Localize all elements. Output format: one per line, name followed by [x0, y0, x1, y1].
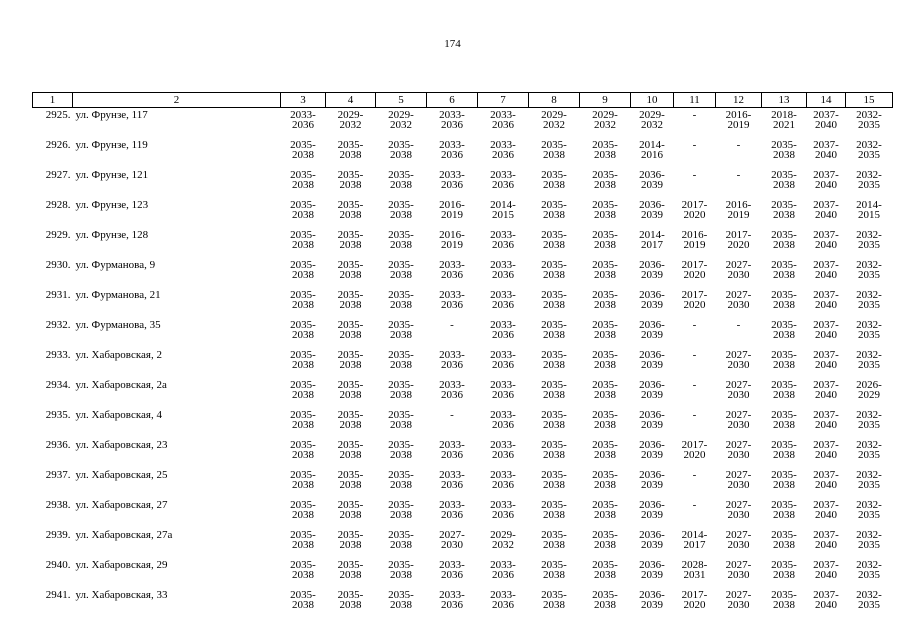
period-cell-col-12: 2027- 2030: [725, 529, 752, 551]
period-cell-col-6: 2033- 2036: [439, 169, 465, 191]
period-cell-col-9: 2035- 2038: [592, 139, 618, 161]
period-cell-col-5: 2035- 2038: [388, 379, 414, 401]
period-cell-col-12: 2027- 2030: [725, 259, 752, 281]
period-cell-col-12: 2027- 2030: [725, 349, 752, 371]
table-row: [33, 408, 893, 438]
period-cell-col-4: 2035- 2038: [337, 229, 364, 251]
period-cell-col-6: 2027- 2030: [439, 529, 465, 551]
row-number: 2930.: [45, 259, 71, 271]
period-cell-col-12: 2027- 2030: [725, 589, 752, 611]
period-cell-col-9: 2035- 2038: [592, 439, 618, 461]
period-cell-col-14: 2037- 2040: [813, 439, 839, 461]
period-cell-col-4: 2035- 2038: [337, 469, 364, 491]
table-row: [33, 528, 893, 558]
period-cell-col-9: 2035- 2038: [592, 229, 618, 251]
period-cell-col-13: 2035- 2038: [771, 499, 797, 521]
period-cell-col-13: 2018- 2021: [771, 109, 797, 131]
period-cell-col-3: 2035- 2038: [290, 409, 316, 431]
period-cell-col-11: -: [692, 409, 697, 421]
period-cell-col-7: 2033- 2036: [490, 229, 516, 251]
period-cell-col-8: 2035- 2038: [541, 259, 567, 281]
period-cell-col-15: 2026- 2029: [856, 379, 882, 401]
period-cell-col-7: 2033- 2036: [490, 139, 516, 161]
period-cell-col-6: 2033- 2036: [439, 499, 465, 521]
period-cell-col-6: 2016- 2019: [439, 229, 465, 251]
period-cell-col-3: 2033- 2036: [290, 109, 316, 131]
page-number: 174: [444, 38, 461, 50]
header-cell-10: 10: [631, 93, 674, 108]
period-cell-col-8: 2035- 2038: [541, 559, 567, 581]
period-cell-col-8: 2029- 2032: [541, 109, 567, 131]
period-cell-col-15: 2032- 2035: [856, 439, 882, 461]
period-cell-col-11: -: [692, 349, 697, 361]
period-cell-col-14: 2037- 2040: [813, 469, 839, 491]
period-cell-col-4: 2035- 2038: [337, 259, 364, 281]
period-cell-col-12: 2027- 2030: [725, 409, 752, 431]
address-cell: ул. Хабаровская, 4: [75, 409, 162, 421]
period-cell-col-6: 2033- 2036: [439, 289, 465, 311]
period-cell-col-10: 2036- 2039: [639, 409, 665, 431]
period-cell-col-7: 2033- 2036: [490, 589, 516, 611]
period-cell-col-9: 2035- 2038: [592, 259, 618, 281]
period-cell-col-13: 2035- 2038: [771, 199, 797, 221]
period-cell-col-5: 2035- 2038: [388, 559, 414, 581]
period-cell-col-7: 2033- 2036: [490, 469, 516, 491]
period-cell-col-15: 2032- 2035: [856, 319, 882, 341]
period-cell-col-15: 2032- 2035: [856, 289, 882, 311]
period-cell-col-11: -: [692, 499, 697, 511]
row-number: 2932.: [45, 319, 71, 331]
period-cell-col-10: 2036- 2039: [639, 589, 665, 611]
row-number: 2939.: [45, 529, 71, 541]
period-cell-col-5: 2035- 2038: [388, 469, 414, 491]
address-cell: ул. Фрунзе, 119: [75, 139, 148, 151]
table-header: [33, 93, 893, 108]
table-row: [33, 348, 893, 378]
period-cell-col-3: 2035- 2038: [290, 589, 316, 611]
period-cell-col-9: 2035- 2038: [592, 349, 618, 371]
period-cell-col-13: 2035- 2038: [771, 319, 797, 341]
period-cell-col-4: 2035- 2038: [337, 499, 364, 521]
header-cell-11: 11: [674, 93, 716, 108]
period-cell-col-14: 2037- 2040: [813, 499, 839, 521]
period-cell-col-15: 2032- 2035: [856, 469, 882, 491]
period-cell-col-10: 2036- 2039: [639, 199, 665, 221]
period-cell-col-15: 2032- 2035: [856, 499, 882, 521]
period-cell-col-4: 2035- 2038: [337, 439, 364, 461]
period-cell-col-5: 2035- 2038: [388, 589, 414, 611]
period-cell-col-11: -: [692, 469, 697, 481]
period-cell-col-9: 2035- 2038: [592, 409, 618, 431]
period-cell-col-4: 2035- 2038: [337, 199, 364, 221]
period-cell-col-8: 2035- 2038: [541, 529, 567, 551]
period-cell-col-4: 2035- 2038: [337, 139, 364, 161]
row-number: 2929.: [45, 229, 71, 241]
period-cell-col-8: 2035- 2038: [541, 469, 567, 491]
period-cell-col-10: 2036- 2039: [639, 289, 665, 311]
period-cell-col-5: 2035- 2038: [388, 319, 414, 341]
period-cell-col-5: 2035- 2038: [388, 289, 414, 311]
period-cell-col-8: 2035- 2038: [541, 349, 567, 371]
period-cell-col-5: 2035- 2038: [388, 409, 414, 431]
period-cell-col-14: 2037- 2040: [813, 559, 839, 581]
address-cell: ул. Фурманова, 35: [75, 319, 161, 331]
header-cell-6: 6: [427, 93, 478, 108]
period-cell-col-14: 2037- 2040: [813, 589, 839, 611]
row-number: 2938.: [45, 499, 71, 511]
period-cell-col-11: -: [692, 379, 697, 391]
period-cell-col-11: -: [692, 109, 697, 121]
period-cell-col-7: 2033- 2036: [490, 409, 516, 431]
header-cell-1: 1: [33, 93, 73, 108]
period-cell-col-4: 2035- 2038: [337, 589, 364, 611]
period-cell-col-13: 2035- 2038: [771, 229, 797, 251]
period-cell-col-5: 2035- 2038: [388, 439, 414, 461]
period-cell-col-11: 2014- 2017: [681, 529, 708, 551]
period-cell-col-8: 2035- 2038: [541, 319, 567, 341]
period-cell-col-14: 2037- 2040: [813, 409, 839, 431]
period-cell-col-5: 2035- 2038: [388, 229, 414, 251]
address-cell: ул. Хабаровская, 23: [75, 439, 168, 451]
repair-schedule-table: [32, 92, 893, 618]
period-cell-col-15: 2032- 2035: [856, 589, 882, 611]
period-cell-col-5: 2035- 2038: [388, 499, 414, 521]
address-cell: ул. Фрунзе, 123: [75, 199, 149, 211]
table-row: [33, 108, 893, 139]
row-number: 2927.: [45, 169, 71, 181]
period-cell-col-8: 2035- 2038: [541, 499, 567, 521]
period-cell-col-9: 2035- 2038: [592, 559, 618, 581]
period-cell-col-11: 2016- 2019: [681, 229, 708, 251]
period-cell-col-12: -: [736, 319, 741, 331]
period-cell-col-4: 2035- 2038: [337, 379, 364, 401]
period-cell-col-3: 2035- 2038: [290, 229, 316, 251]
period-cell-col-6: 2033- 2036: [439, 589, 465, 611]
period-cell-col-13: 2035- 2038: [771, 529, 797, 551]
period-cell-col-14: 2037- 2040: [813, 169, 839, 191]
period-cell-col-9: 2035- 2038: [592, 499, 618, 521]
header-cell-7: 7: [478, 93, 529, 108]
period-cell-col-12: 2016- 2019: [725, 109, 752, 131]
period-cell-col-13: 2035- 2038: [771, 559, 797, 581]
period-cell-col-6: 2033- 2036: [439, 109, 465, 131]
period-cell-col-10: 2036- 2039: [639, 349, 665, 371]
period-cell-col-7: 2033- 2036: [490, 379, 516, 401]
period-cell-col-5: 2035- 2038: [388, 169, 414, 191]
period-cell-col-5: 2035- 2038: [388, 139, 414, 161]
period-cell-col-7: 2033- 2036: [490, 289, 516, 311]
period-cell-col-3: 2035- 2038: [290, 139, 316, 161]
period-cell-col-6: -: [450, 409, 454, 421]
table-row: [33, 228, 893, 258]
period-cell-col-10: 2036- 2039: [639, 559, 665, 581]
period-cell-col-9: 2029- 2032: [592, 109, 618, 131]
period-cell-col-15: 2014- 2015: [856, 199, 882, 221]
period-cell-col-15: 2032- 2035: [856, 169, 882, 191]
period-cell-col-12: 2027- 2030: [725, 499, 752, 521]
address-cell: ул. Фурманова, 21: [75, 289, 161, 301]
address-cell: ул. Фрунзе, 128: [75, 229, 149, 241]
period-cell-col-15: 2032- 2035: [856, 529, 882, 551]
period-cell-col-8: 2035- 2038: [541, 409, 567, 431]
header-cell-3: 3: [281, 93, 326, 108]
period-cell-col-4: 2035- 2038: [337, 409, 364, 431]
row-number: 2940.: [45, 559, 71, 571]
period-cell-col-3: 2035- 2038: [290, 259, 316, 281]
period-cell-col-15: 2032- 2035: [856, 229, 882, 251]
address-cell: ул. Фрунзе, 117: [75, 109, 148, 121]
period-cell-col-12: -: [736, 169, 741, 181]
period-cell-col-6: 2033- 2036: [439, 439, 465, 461]
header-cell-14: 14: [807, 93, 846, 108]
table-row: [33, 468, 893, 498]
period-cell-col-7: 2033- 2036: [490, 169, 516, 191]
table-row: [33, 438, 893, 468]
period-cell-col-5: 2035- 2038: [388, 349, 414, 371]
period-cell-col-6: -: [450, 319, 454, 331]
period-cell-col-3: 2035- 2038: [290, 469, 316, 491]
period-cell-col-11: -: [692, 319, 697, 331]
row-number: 2931.: [45, 289, 71, 301]
period-cell-col-3: 2035- 2038: [290, 499, 316, 521]
period-cell-col-12: 2027- 2030: [725, 469, 752, 491]
period-cell-col-9: 2035- 2038: [592, 169, 618, 191]
period-cell-col-8: 2035- 2038: [541, 139, 567, 161]
period-cell-col-15: 2032- 2035: [856, 259, 882, 281]
period-cell-col-13: 2035- 2038: [771, 409, 797, 431]
period-cell-col-10: 2036- 2039: [639, 319, 665, 341]
header-row: [33, 93, 893, 108]
period-cell-col-5: 2035- 2038: [388, 199, 414, 221]
period-cell-col-7: 2033- 2036: [490, 319, 516, 341]
period-cell-col-12: 2016- 2019: [725, 199, 752, 221]
table-row: [33, 318, 893, 348]
address-cell: ул. Фурманова, 9: [75, 259, 156, 271]
period-cell-col-9: 2035- 2038: [592, 289, 618, 311]
period-cell-col-13: 2035- 2038: [771, 169, 797, 191]
period-cell-col-3: 2035- 2038: [290, 529, 316, 551]
period-cell-col-14: 2037- 2040: [813, 259, 839, 281]
row-number: 2926.: [45, 139, 71, 151]
period-cell-col-11: 2017- 2020: [681, 199, 708, 221]
period-cell-col-10: 2036- 2039: [639, 439, 665, 461]
period-cell-col-10: 2036- 2039: [639, 529, 665, 551]
header-cell-13: 13: [762, 93, 807, 108]
period-cell-col-11: 2017- 2020: [681, 589, 708, 611]
header-cell-4: 4: [326, 93, 376, 108]
period-cell-col-6: 2033- 2036: [439, 469, 465, 491]
period-cell-col-10: 2036- 2039: [639, 499, 665, 521]
period-cell-col-13: 2035- 2038: [771, 349, 797, 371]
period-cell-col-13: 2035- 2038: [771, 139, 797, 161]
address-cell: ул. Хабаровская, 2: [75, 349, 162, 361]
period-cell-col-14: 2037- 2040: [813, 139, 839, 161]
row-number: 2937.: [45, 469, 71, 481]
period-cell-col-14: 2037- 2040: [813, 289, 839, 311]
period-cell-col-7: 2033- 2036: [490, 109, 516, 131]
period-cell-col-7: 2033- 2036: [490, 499, 516, 521]
table-row: [33, 258, 893, 288]
period-cell-col-13: 2035- 2038: [771, 259, 797, 281]
address-cell: ул. Хабаровская, 2а: [75, 379, 167, 391]
period-cell-col-14: 2037- 2040: [813, 109, 839, 131]
period-cell-col-12: -: [736, 139, 741, 151]
period-cell-col-11: 2017- 2020: [681, 439, 708, 461]
row-number: 2933.: [45, 349, 71, 361]
period-cell-col-3: 2035- 2038: [290, 289, 316, 311]
period-cell-col-6: 2033- 2036: [439, 139, 465, 161]
period-cell-col-9: 2035- 2038: [592, 199, 618, 221]
period-cell-col-13: 2035- 2038: [771, 379, 797, 401]
period-cell-col-7: 2029- 2032: [490, 529, 516, 551]
period-cell-col-9: 2035- 2038: [592, 319, 618, 341]
period-cell-col-10: 2036- 2039: [639, 259, 665, 281]
period-cell-col-10: 2036- 2039: [639, 379, 665, 401]
header-cell-5: 5: [376, 93, 427, 108]
row-number: 2925.: [45, 109, 71, 121]
header-cell-9: 9: [580, 93, 631, 108]
period-cell-col-15: 2032- 2035: [856, 139, 882, 161]
header-cell-12: 12: [716, 93, 762, 108]
period-cell-col-4: 2035- 2038: [337, 319, 364, 341]
table-row: [33, 558, 893, 588]
period-cell-col-13: 2035- 2038: [771, 289, 797, 311]
period-cell-col-14: 2037- 2040: [813, 529, 839, 551]
period-cell-col-3: 2035- 2038: [290, 379, 316, 401]
table-row: [33, 378, 893, 408]
row-number: 2928.: [45, 199, 71, 211]
header-cell-8: 8: [529, 93, 580, 108]
period-cell-col-8: 2035- 2038: [541, 229, 567, 251]
period-cell-col-6: 2033- 2036: [439, 259, 465, 281]
period-cell-col-8: 2035- 2038: [541, 199, 567, 221]
period-cell-col-11: -: [692, 139, 697, 151]
period-cell-col-14: 2037- 2040: [813, 319, 839, 341]
period-cell-col-7: 2033- 2036: [490, 259, 516, 281]
period-cell-col-6: 2016- 2019: [439, 199, 465, 221]
period-cell-col-8: 2035- 2038: [541, 439, 567, 461]
period-cell-col-13: 2035- 2038: [771, 439, 797, 461]
period-cell-col-12: 2017- 2020: [725, 229, 752, 251]
period-cell-col-7: 2033- 2036: [490, 439, 516, 461]
table-row: [33, 588, 893, 618]
address-cell: ул. Хабаровская, 33: [75, 589, 168, 601]
address-cell: ул. Хабаровская, 25: [75, 469, 168, 481]
period-cell-col-9: 2035- 2038: [592, 469, 618, 491]
period-cell-col-3: 2035- 2038: [290, 199, 316, 221]
period-cell-col-10: 2036- 2039: [639, 169, 665, 191]
table-row: [33, 138, 893, 168]
period-cell-col-9: 2035- 2038: [592, 529, 618, 551]
period-cell-col-12: 2027- 2030: [725, 289, 752, 311]
period-cell-col-4: 2035- 2038: [337, 169, 364, 191]
period-cell-col-14: 2037- 2040: [813, 229, 839, 251]
address-cell: ул. Фрунзе, 121: [75, 169, 149, 181]
table-row: [33, 498, 893, 528]
period-cell-col-6: 2033- 2036: [439, 559, 465, 581]
period-cell-col-5: 2029- 2032: [388, 109, 414, 131]
period-cell-col-8: 2035- 2038: [541, 589, 567, 611]
period-cell-col-11: 2028- 2031: [681, 559, 708, 581]
period-cell-col-8: 2035- 2038: [541, 169, 567, 191]
period-cell-col-10: 2036- 2039: [639, 469, 665, 491]
address-cell: ул. Хабаровская, 27а: [75, 529, 173, 541]
period-cell-col-13: 2035- 2038: [771, 469, 797, 491]
header-cell-2: 2: [73, 93, 281, 108]
period-cell-col-8: 2035- 2038: [541, 289, 567, 311]
period-cell-col-10: 2014- 2016: [639, 139, 665, 161]
address-cell: ул. Хабаровская, 27: [75, 499, 168, 511]
period-cell-col-12: 2027- 2030: [725, 559, 752, 581]
period-cell-col-11: -: [692, 169, 697, 181]
period-cell-col-15: 2032- 2035: [856, 409, 882, 431]
period-cell-col-12: 2027- 2030: [725, 379, 752, 401]
period-cell-col-7: 2033- 2036: [490, 349, 516, 371]
period-cell-col-4: 2035- 2038: [337, 349, 364, 371]
period-cell-col-7: 2033- 2036: [490, 559, 516, 581]
table-row: [33, 198, 893, 228]
period-cell-col-5: 2035- 2038: [388, 259, 414, 281]
period-cell-col-6: 2033- 2036: [439, 349, 465, 371]
period-cell-col-11: 2017- 2020: [681, 289, 708, 311]
period-cell-col-15: 2032- 2035: [856, 349, 882, 371]
period-cell-col-7: 2014- 2015: [490, 199, 516, 221]
period-cell-col-14: 2037- 2040: [813, 379, 839, 401]
period-cell-col-3: 2035- 2038: [290, 169, 316, 191]
period-cell-col-6: 2033- 2036: [439, 379, 465, 401]
period-cell-col-5: 2035- 2038: [388, 529, 414, 551]
period-cell-col-12: 2027- 2030: [725, 439, 752, 461]
table-row: [33, 168, 893, 198]
period-cell-col-8: 2035- 2038: [541, 379, 567, 401]
table-body: [33, 108, 893, 619]
period-cell-col-14: 2037- 2040: [813, 349, 839, 371]
period-cell-col-4: 2035- 2038: [337, 529, 364, 551]
table-row: [33, 288, 893, 318]
row-number: 2935.: [45, 409, 71, 421]
period-cell-col-3: 2035- 2038: [290, 439, 316, 461]
period-cell-col-15: 2032- 2035: [856, 559, 882, 581]
row-number: 2934.: [45, 379, 71, 391]
period-cell-col-14: 2037- 2040: [813, 199, 839, 221]
period-cell-col-13: 2035- 2038: [771, 589, 797, 611]
period-cell-col-4: 2029- 2032: [337, 109, 364, 131]
period-cell-col-3: 2035- 2038: [290, 559, 316, 581]
period-cell-col-9: 2035- 2038: [592, 379, 618, 401]
header-cell-15: 15: [846, 93, 893, 108]
row-number: 2941.: [45, 589, 71, 601]
period-cell-col-10: 2029- 2032: [639, 109, 665, 131]
address-cell: ул. Хабаровская, 29: [75, 559, 168, 571]
period-cell-col-3: 2035- 2038: [290, 349, 316, 371]
period-cell-col-10: 2014- 2017: [639, 229, 665, 251]
period-cell-col-9: 2035- 2038: [592, 589, 618, 611]
period-cell-col-11: 2017- 2020: [681, 259, 708, 281]
period-cell-col-4: 2035- 2038: [337, 559, 364, 581]
period-cell-col-3: 2035- 2038: [290, 319, 316, 341]
period-cell-col-4: 2035- 2038: [337, 289, 364, 311]
period-cell-col-15: 2032- 2035: [856, 109, 882, 131]
row-number: 2936.: [45, 439, 71, 451]
